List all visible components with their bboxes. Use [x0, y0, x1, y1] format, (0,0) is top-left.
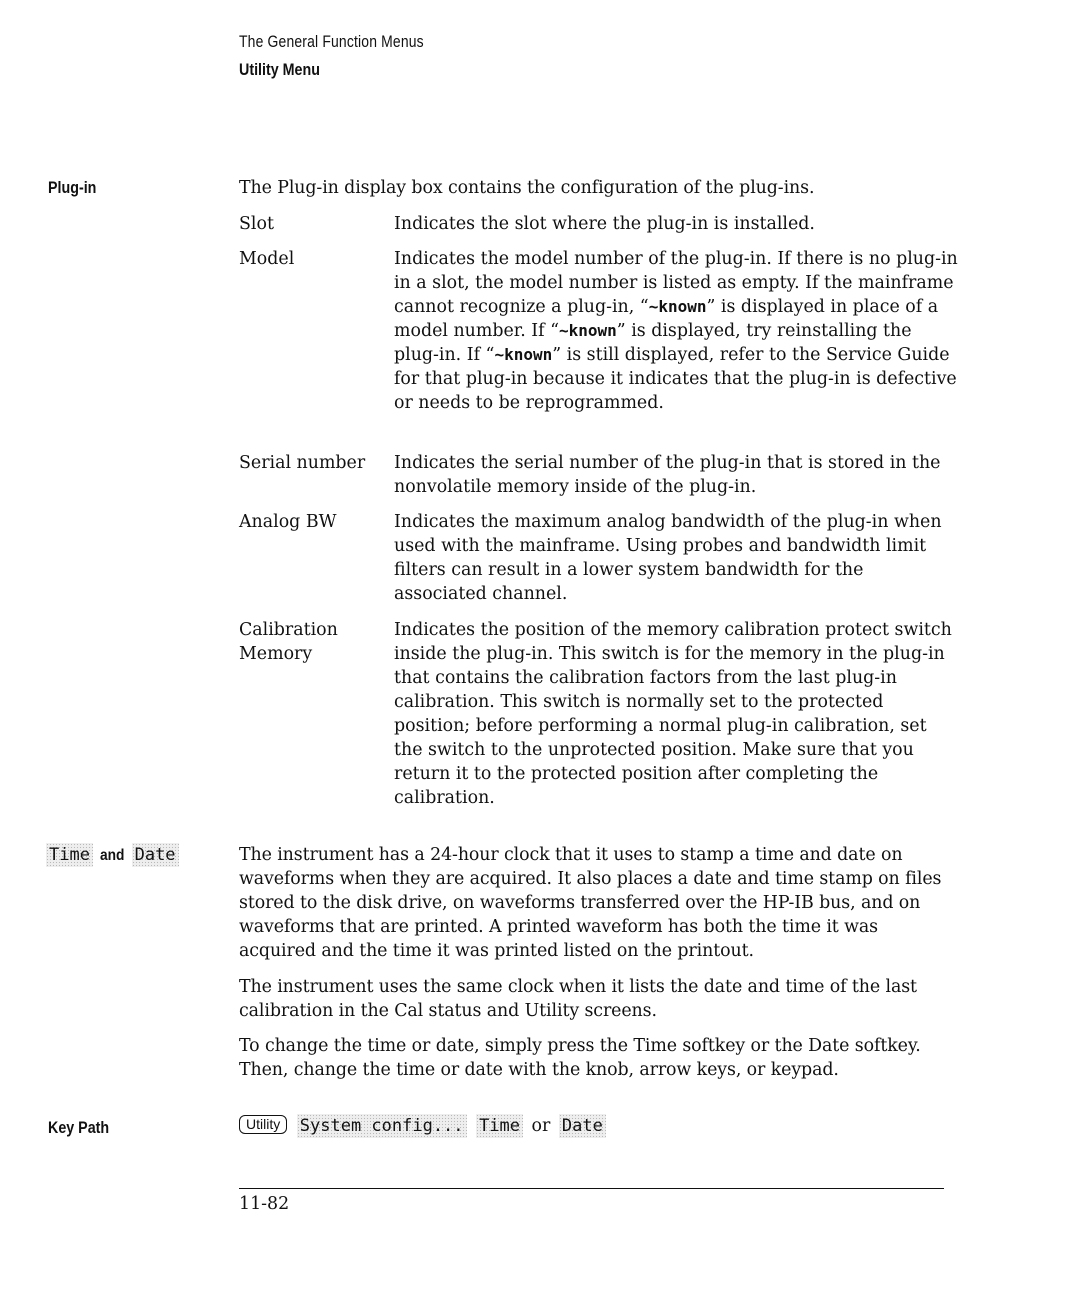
known-code: ~known	[558, 321, 617, 340]
plugin-intro: The Plug-in display box contains the configuration of the plug-ins.	[239, 178, 815, 198]
term-line: Memory	[239, 644, 313, 664]
utility-hardkey: Utility	[239, 1115, 287, 1134]
desc-model-text: ” is still displayed, refer to the Service Guide for that plug-in because it indicates that the plug-in is defective or needs to be reprogrammed.	[394, 345, 957, 413]
timedate-paragraph-2: The instrument uses the same clock when it lists the date and time of the last calibration in the Cal status and Utility screens.	[239, 977, 917, 1021]
known-code: ~known	[494, 345, 553, 364]
desc-analog-bw: Indicates the maximum analog bandwidth of the plug-in when used with the mainframe. Using probes and bandwidth limit filters can result in a lower system bandwidth for the associated channel.	[394, 512, 942, 604]
term-line: Calibration	[239, 620, 338, 640]
term-serial-number: Serial number	[239, 453, 366, 473]
page-number: 11-82	[239, 1194, 290, 1214]
keypath-side-heading: Key Path	[48, 1118, 110, 1137]
time-softkey-ref: Time	[46, 843, 93, 867]
key-path	[239, 1114, 606, 1138]
or-word: or	[531, 1116, 551, 1136]
term-slot: Slot	[239, 214, 274, 234]
date-softkey: Date	[559, 1114, 606, 1138]
term-model: Model	[239, 249, 295, 269]
desc-calibration-memory: Indicates the position of the memory calibration protect switch inside the plug-in. This switch is for the memory in the plug-in that contains the calibration factors from the last plug-in calibration. This switch is normally set to the protected position; before performing a normal plug-in calibration, set the switch to the unprotected position. Make sure that you return it to the protected position after completing the calibration.	[394, 620, 952, 808]
timedate-paragraph-1: The instrument has a 24-hour clock that it uses to stamp a time and date on waveforms when they are acquired. It also places a date and time stamp on files stored to the disk drive, on waveforms transferred over the HP-IB bus, and on waveforms that are printed. A printed waveform has both the time it was acquired and the time it was printed listed on the printout.	[239, 845, 942, 961]
known-code: ~known	[648, 297, 707, 316]
running-header-menu: Utility Menu	[239, 60, 320, 79]
desc-model-text: ” is displayed, try reinstalling the plug-in. If “	[394, 321, 912, 365]
time-softkey: Time	[476, 1114, 523, 1138]
desc-model-text: Indicates the model number of the plug-in. If there is no plug-in in a slot, the model number is listed as empty. If the mainframe cannot recognize a plug-in, “	[394, 249, 958, 317]
term-analog-bw: Analog BW	[239, 512, 337, 532]
term-calibration-memory	[239, 618, 389, 666]
running-header-section: The General Function Menus	[239, 32, 424, 51]
desc-serial-number: Indicates the serial number of the plug-in that is stored in the nonvolatile memory inside of the plug-in.	[394, 453, 941, 497]
system-config-softkey: System config...	[297, 1114, 467, 1138]
plugin-side-heading: Plug-in	[48, 178, 97, 197]
date-softkey-ref: Date	[132, 843, 179, 867]
and-word: and	[100, 847, 125, 864]
desc-model-text: ” is displayed in place of a model number. If “	[394, 297, 939, 341]
desc-model	[394, 247, 959, 415]
timedate-paragraph-3: To change the time or date, simply press the Time softkey or the Date softkey. Then, change the time or date with the knob, arrow keys, or keypad.	[239, 1036, 921, 1080]
desc-slot: Indicates the slot where the plug-in is installed.	[394, 214, 815, 234]
footer-rule	[239, 1188, 944, 1189]
timedate-side-heading	[46, 843, 179, 867]
